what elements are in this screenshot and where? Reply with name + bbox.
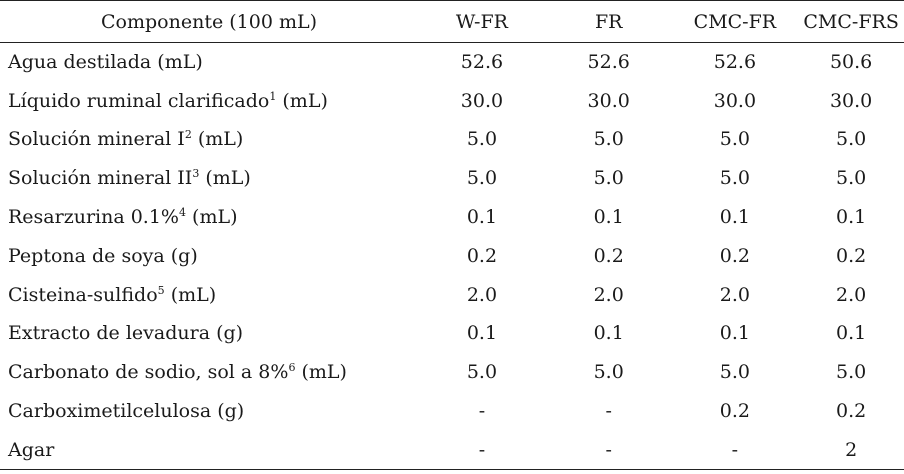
value-cell: 2.0 bbox=[836, 283, 867, 306]
header-w-fr: W-FR bbox=[455, 10, 508, 33]
component-cell bbox=[0, 43, 418, 82]
value-cell: 0.2 bbox=[836, 244, 867, 267]
value-cell: 52.6 bbox=[587, 51, 630, 74]
component-unit: (mL) bbox=[191, 128, 244, 151]
header-row bbox=[0, 1, 904, 43]
footnote-marker: 1 bbox=[269, 89, 277, 103]
value-cell: - bbox=[731, 438, 739, 461]
value-cell: 0.1 bbox=[593, 322, 624, 345]
component-name: Cisteina-sulfido bbox=[8, 283, 158, 306]
value-cell: 30.0 bbox=[713, 89, 757, 112]
component-name: Agua destilada bbox=[8, 51, 152, 74]
value-cell: - bbox=[605, 400, 612, 423]
value-cell: 0.1 bbox=[719, 206, 750, 229]
component-cell bbox=[0, 275, 418, 314]
table-header bbox=[0, 1, 904, 43]
value-cell: 5.0 bbox=[836, 361, 867, 384]
table-row bbox=[0, 43, 904, 82]
value-cell: 0.1 bbox=[593, 206, 624, 229]
table-row bbox=[0, 314, 904, 353]
table-row bbox=[0, 392, 904, 431]
value-cell: 30.0 bbox=[587, 89, 630, 112]
component-unit: (mL) bbox=[295, 361, 347, 384]
component-name: Carbonato de sodio, sol a 8% bbox=[8, 361, 289, 384]
component-cell bbox=[0, 81, 418, 120]
component-cell bbox=[0, 392, 418, 431]
value-cell: - bbox=[478, 438, 486, 461]
table-row bbox=[0, 81, 904, 120]
component-name: Carboximetilcelulosa bbox=[8, 400, 212, 423]
component-unit: (mL) bbox=[276, 89, 328, 112]
value-cell: 2 bbox=[845, 438, 858, 461]
value-cell: 30.0 bbox=[460, 89, 504, 112]
component-unit: (mL) bbox=[199, 167, 251, 190]
header-cmc-frs: CMC-FRS bbox=[803, 10, 899, 33]
value-cell: 2.0 bbox=[466, 283, 498, 306]
value-cell: 5.0 bbox=[593, 361, 624, 384]
value-cell: 50.6 bbox=[829, 51, 873, 74]
component-name: Líquido ruminal clarificado bbox=[8, 89, 270, 112]
component-cell bbox=[0, 198, 418, 237]
header-fr: FR bbox=[594, 10, 623, 33]
table-row bbox=[0, 236, 904, 275]
footnote-marker: 2 bbox=[184, 128, 192, 142]
component-name: Extracto de levadura bbox=[8, 322, 211, 345]
table-body bbox=[0, 43, 904, 470]
value-cell: 0.1 bbox=[719, 322, 750, 345]
footnote-marker: 5 bbox=[157, 283, 165, 297]
component-cell bbox=[0, 159, 418, 198]
component-cell bbox=[0, 236, 418, 275]
value-cell: 0.1 bbox=[836, 322, 867, 345]
component-unit: (g) bbox=[211, 400, 245, 423]
footnote-marker: 4 bbox=[179, 206, 186, 220]
value-cell: 0.1 bbox=[466, 206, 498, 229]
value-cell: 0.2 bbox=[593, 244, 624, 267]
component-unit: (g) bbox=[210, 322, 244, 345]
component-unit: (mL) bbox=[164, 283, 217, 306]
value-cell: 0.1 bbox=[836, 206, 867, 229]
component-unit: (mL) bbox=[151, 51, 203, 74]
value-cell: 0.1 bbox=[466, 322, 498, 345]
value-cell: 5.0 bbox=[466, 167, 498, 190]
value-cell: 0.2 bbox=[466, 244, 498, 267]
table-row bbox=[0, 159, 904, 198]
value-cell: 52.6 bbox=[460, 51, 504, 74]
value-cell: 5.0 bbox=[593, 128, 624, 151]
value-cell: 5.0 bbox=[836, 167, 867, 190]
component-name: Peptona de soya bbox=[8, 244, 165, 267]
value-cell: 5.0 bbox=[719, 128, 750, 151]
value-cell: 2.0 bbox=[593, 283, 624, 306]
value-cell: 30.0 bbox=[829, 89, 873, 112]
value-cell: 5.0 bbox=[836, 128, 867, 151]
value-cell: 0.2 bbox=[719, 244, 750, 267]
table-row bbox=[0, 353, 904, 392]
value-cell: 52.6 bbox=[713, 51, 757, 74]
component-name: Solución mineral I bbox=[8, 128, 185, 151]
table-row bbox=[0, 198, 904, 237]
value-cell: 5.0 bbox=[593, 167, 624, 190]
component-cell bbox=[0, 353, 418, 392]
value-cell: 5.0 bbox=[719, 167, 750, 190]
value-cell: 2.0 bbox=[719, 283, 750, 306]
value-cell: 0.2 bbox=[836, 400, 867, 423]
value-cell: - bbox=[605, 438, 612, 461]
value-cell: 5.0 bbox=[466, 361, 498, 384]
value-cell: 5.0 bbox=[719, 361, 750, 384]
table-row bbox=[0, 120, 904, 159]
value-cell: 5.0 bbox=[466, 128, 498, 151]
component-name: Resarzurina 0.1% bbox=[8, 206, 179, 229]
value-cell: 0.2 bbox=[719, 400, 750, 423]
component-cell bbox=[0, 314, 418, 353]
component-name: Solución mineral II bbox=[8, 167, 193, 190]
component-unit: (mL) bbox=[186, 206, 238, 229]
table-row bbox=[0, 275, 904, 314]
header-componente: Componente (100 mL) bbox=[101, 10, 317, 33]
component-cell bbox=[0, 120, 418, 159]
component-unit: (g) bbox=[164, 244, 198, 267]
value-cell: - bbox=[478, 400, 486, 423]
footnote-marker: 3 bbox=[192, 167, 200, 181]
component-name: Agar bbox=[8, 438, 55, 461]
component-cell bbox=[0, 430, 418, 469]
footnote-marker: 6 bbox=[288, 361, 296, 375]
header-cmc-fr: CMC-FR bbox=[693, 10, 777, 33]
table-row bbox=[0, 430, 904, 469]
